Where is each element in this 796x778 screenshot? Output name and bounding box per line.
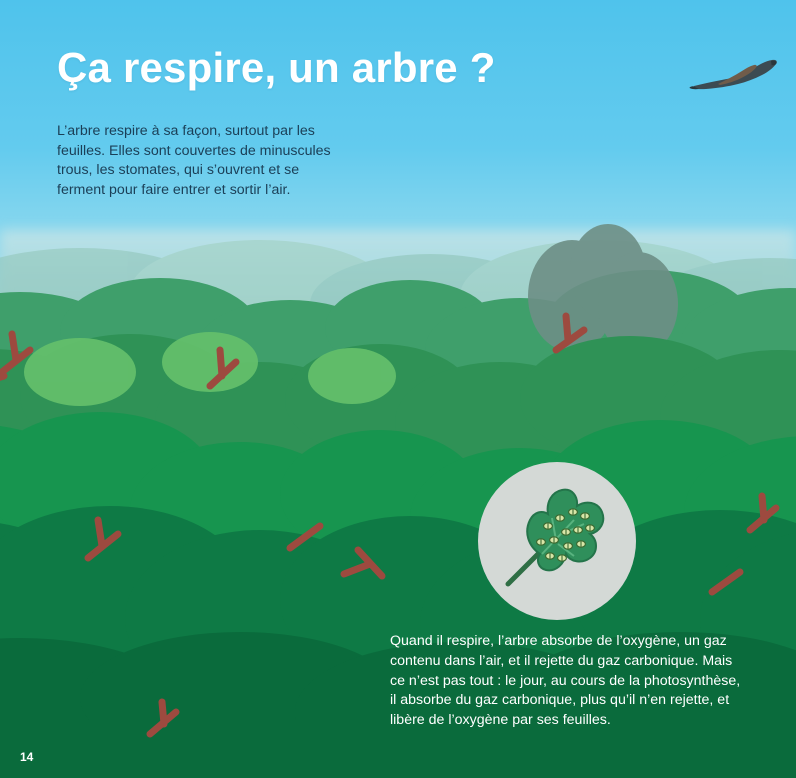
- caption-paragraph: [390, 632, 750, 731]
- leaf-with-stomata-icon: [478, 462, 636, 620]
- leaf-medallion: [478, 462, 636, 620]
- page-number: 14: [20, 750, 34, 764]
- intro-paragraph: [57, 122, 347, 200]
- intro-paragraph-text: L’arbre respire à sa façon, surtout par les feuilles. Elles sont couvertes de minuscules trous, les stomates, qui s’ouvrent et se ferment pour faire entrer et sortir l’air.: [57, 123, 331, 198]
- page-title: Ça respire, un arbre ?: [57, 44, 496, 91]
- flying-goose-icon: [688, 56, 780, 108]
- caption-paragraph-text: Quand il respire, l’arbre absorbe de l’oxygène, un gaz contenu dans l’air, et il rejette du gaz carbonique. Mais ce n’est pas tout : le jour, au cours de la photosynthèse, il absorbe du gaz carbonique, plus qu’il n’en rejette, et libère de l’oxygène par ses feuilles.: [390, 633, 741, 729]
